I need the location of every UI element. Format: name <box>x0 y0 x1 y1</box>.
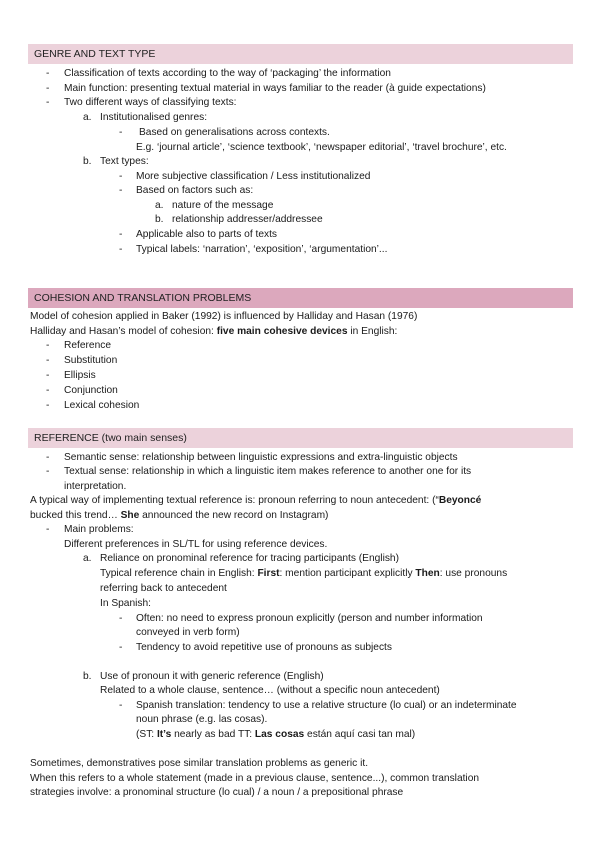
genre-line-3: Two different ways of classifying texts: <box>64 97 237 108</box>
genre-b-item-4: Typical labels: ‘narration’, ‘exposition’, ‘argumentation’... <box>136 244 388 255</box>
problem-a-line-2: referring back to antecedent <box>100 583 227 594</box>
reference-textual-1: Textual sense: relationship in which a linguistic item makes reference to another one for its <box>64 466 472 477</box>
genre-line-1: Classification of texts according to the way of ‘packaging’ the information <box>64 68 391 79</box>
bullet-dash: - <box>46 97 50 108</box>
device-conjunction: Conjunction <box>64 385 118 396</box>
problem-b-line-1: Related to a whole clause, sentence… (without a specific noun antecedent) <box>100 685 440 696</box>
device-lexical-cohesion: Lexical cohesion <box>64 400 140 411</box>
genre-b-item-3: Applicable also to parts of texts <box>136 229 278 240</box>
bullet-dash: - <box>46 385 50 396</box>
bullet-dash: - <box>119 613 123 624</box>
bullet-dash: - <box>46 370 50 381</box>
problem-a-line-1: Typical reference chain in English: First: mention participant explicitly Then: use pronouns <box>100 568 508 579</box>
section-heading-reference: REFERENCE (two main senses) <box>28 428 573 448</box>
genre-a-item-1: Based on generalisations across contexts. <box>139 127 330 138</box>
genre-a-label: Institutionalised genres: <box>100 112 208 123</box>
problem-b-example: (ST: It’s nearly as bad TT: Las cosas están aquí casi tan mal) <box>136 729 416 740</box>
bullet-dash: - <box>119 700 123 711</box>
genre-a-item-2: E.g. ‘journal article’, ‘science textbook’, ‘newspaper editorial’, ‘travel brochure’, etc. <box>136 142 507 153</box>
problem-a-spanish-2: Tendency to avoid repetitive use of pronouns as subjects <box>136 642 392 653</box>
device-ellipsis: Ellipsis <box>64 370 96 381</box>
main-problems: Main problems: <box>64 524 134 535</box>
list-marker-a: a. <box>83 112 92 123</box>
bullet-dash: - <box>119 171 123 182</box>
list-marker-b: b. <box>155 214 164 225</box>
problem-a-spanish-1b: conveyed in verb form) <box>136 627 240 638</box>
bullet-dash: - <box>46 452 50 463</box>
bullet-dash: - <box>46 83 50 94</box>
genre-b-factor-2: relationship addresser/addressee <box>172 214 323 225</box>
reference-semantic: Semantic sense: relationship between linguistic expressions and extra-linguistic objects <box>64 452 458 463</box>
problem-a-line-3: In Spanish: <box>100 598 151 609</box>
bullet-dash: - <box>119 127 123 138</box>
list-marker-b: b. <box>83 156 92 167</box>
problem-b-spanish-1b: noun phrase (e.g. las cosas). <box>136 714 268 725</box>
genre-b-item-1: More subjective classification / Less institutionalized <box>136 171 371 182</box>
bullet-dash: - <box>46 68 50 79</box>
problem-a-label: Reliance on pronominal reference for tracing participants (English) <box>100 553 399 564</box>
problem-a-spanish-1a: Often: no need to express pronoun explicitly (person and number information <box>136 613 483 624</box>
bullet-dash: - <box>119 642 123 653</box>
bullet-dash: - <box>46 466 50 477</box>
list-marker-a: a. <box>155 200 164 211</box>
genre-b-item-2: Based on factors such as: <box>136 185 254 196</box>
typical-way-line-1: A typical way of implementing textual reference is: pronoun referring to noun antecedent: (“Beyoncé <box>30 495 482 506</box>
genre-b-factor-1: nature of the message <box>172 200 274 211</box>
problem-b-spanish-1a: Spanish translation: tendency to use a relative structure (lo cual) or an indeterminate <box>136 700 517 711</box>
list-marker-a: a. <box>83 553 92 564</box>
genre-line-2: Main function: presenting textual material in ways familiar to the reader (à guide expectations) <box>64 83 486 94</box>
reference-textual-2: interpretation. <box>64 481 127 492</box>
final-line-2: When this refers to a whole statement (made in a previous clause, sentence...), common translation <box>30 773 480 784</box>
bullet-dash: - <box>119 244 123 255</box>
list-marker-b: b. <box>83 671 92 682</box>
genre-b-label: Text types: <box>100 156 149 167</box>
bullet-dash: - <box>46 524 50 535</box>
bullet-dash: - <box>119 229 123 240</box>
bullet-dash: - <box>46 400 50 411</box>
cohesion-line-2: Halliday and Hasan’s model of cohesion: five main cohesive devices in English: <box>30 326 398 337</box>
bullet-dash: - <box>46 340 50 351</box>
typical-way-line-2: bucked this trend… She announced the new record on Instagram) <box>30 510 329 521</box>
device-reference: Reference <box>64 340 112 351</box>
cohesion-line-1: Model of cohesion applied in Baker (1992) is influenced by Halliday and Hasan (1976) <box>30 311 418 322</box>
bullet-dash: - <box>46 355 50 366</box>
section-heading-genre: GENRE AND TEXT TYPE <box>28 44 573 64</box>
device-substitution: Substitution <box>64 355 118 366</box>
final-line-1: Sometimes, demonstratives pose similar translation problems as generic it. <box>30 758 369 769</box>
problem-b-label: Use of pronoun it with generic reference (English) <box>100 671 324 682</box>
bullet-dash: - <box>119 185 123 196</box>
section-heading-cohesion: COHESION AND TRANSLATION PROBLEMS <box>28 288 573 308</box>
final-line-3: strategies involve: a pronominal structure (lo cual) / a noun / a prepositional phrase <box>30 787 404 798</box>
main-problems-sub: Different preferences in SL/TL for using reference devices. <box>64 539 328 550</box>
